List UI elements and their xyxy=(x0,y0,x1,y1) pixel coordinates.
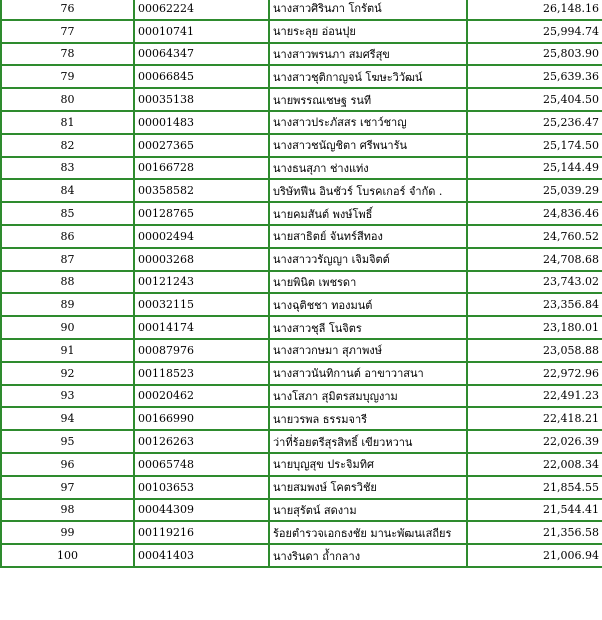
rank-cell: 85 xyxy=(1,202,134,225)
rank-cell: 79 xyxy=(1,65,134,88)
member-code-cell: 00087976 xyxy=(134,339,269,362)
amount-cell: 21,544.41 xyxy=(467,499,602,522)
rank-cell: 87 xyxy=(1,248,134,271)
member-name-cell: นางสาววรัญญา เจิมจิตต์ xyxy=(269,248,467,271)
member-code-cell: 00014174 xyxy=(134,316,269,339)
amount-cell: 21,854.55 xyxy=(467,476,602,499)
amount-cell: 26,148.16 xyxy=(467,0,602,20)
amount-cell: 23,058.88 xyxy=(467,339,602,362)
amount-cell: 23,743.02 xyxy=(467,271,602,294)
member-code-cell: 00010741 xyxy=(134,20,269,43)
table-row xyxy=(1,521,602,544)
table-row xyxy=(1,271,602,294)
rank-cell: 98 xyxy=(1,499,134,522)
member-code-cell: 00166990 xyxy=(134,407,269,430)
member-name-cell: นายพรรณเชษฐ รนที xyxy=(269,88,467,111)
member-code-cell: 00358582 xyxy=(134,179,269,202)
member-code-cell: 00126263 xyxy=(134,430,269,453)
rank-cell: 91 xyxy=(1,339,134,362)
amount-cell: 24,708.68 xyxy=(467,248,602,271)
member-name-cell: นางสาวประภัสสร เชาว์ชาญ xyxy=(269,111,467,134)
member-name-cell: นายคมสันต์ พงษ์โพธิ์ xyxy=(269,202,467,225)
table-row xyxy=(1,20,602,43)
table-row xyxy=(1,430,602,453)
table-row xyxy=(1,0,602,20)
rank-cell: 84 xyxy=(1,179,134,202)
member-name-cell: นายบุญสุข ประจิมทิศ xyxy=(269,453,467,476)
member-code-cell: 00062224 xyxy=(134,0,269,20)
member-code-cell: 00121243 xyxy=(134,271,269,294)
table-row xyxy=(1,248,602,271)
table-row xyxy=(1,202,602,225)
table-row xyxy=(1,476,602,499)
member-code-cell: 00020462 xyxy=(134,385,269,408)
amount-cell: 25,639.36 xyxy=(467,65,602,88)
member-code-cell: 00041403 xyxy=(134,544,269,567)
rank-cell: 95 xyxy=(1,430,134,453)
member-name-cell: นางฉุติชชา ทองมนต์ xyxy=(269,293,467,316)
table-row xyxy=(1,499,602,522)
rank-cell: 78 xyxy=(1,43,134,66)
rank-cell: 96 xyxy=(1,453,134,476)
rank-cell: 100 xyxy=(1,544,134,567)
member-code-cell: 00032115 xyxy=(134,293,269,316)
amount-cell: 25,174.50 xyxy=(467,134,602,157)
table-row xyxy=(1,339,602,362)
table-row xyxy=(1,65,602,88)
rank-cell: 77 xyxy=(1,20,134,43)
member-name-cell: นางสาวนันทิกานต์ อาขาวาสนา xyxy=(269,362,467,385)
member-name-cell: นางธนสุภา ช่างแท่ง xyxy=(269,157,467,180)
amount-cell: 21,006.94 xyxy=(467,544,602,567)
member-name-cell: นายระลุย อ่อนปุย xyxy=(269,20,467,43)
rank-cell: 89 xyxy=(1,293,134,316)
amount-cell: 25,803.90 xyxy=(467,43,602,66)
table-row xyxy=(1,88,602,111)
amount-cell: 22,972.96 xyxy=(467,362,602,385)
member-code-cell: 00027365 xyxy=(134,134,269,157)
rank-cell: 76 xyxy=(1,0,134,20)
table-row xyxy=(1,544,602,567)
member-code-cell: 00066845 xyxy=(134,65,269,88)
member-name-cell: นางสาวชุลี โนจิตร xyxy=(269,316,467,339)
rank-cell: 88 xyxy=(1,271,134,294)
member-name-cell: นายสาธิตย์ จันทร์สีทอง xyxy=(269,225,467,248)
amount-cell: 23,356.84 xyxy=(467,293,602,316)
table-row xyxy=(1,362,602,385)
table-row xyxy=(1,225,602,248)
amount-cell: 22,008.34 xyxy=(467,453,602,476)
rank-cell: 94 xyxy=(1,407,134,430)
amount-cell: 22,026.39 xyxy=(467,430,602,453)
member-name-cell: นางสาวกษมา สุภาพงษ์ xyxy=(269,339,467,362)
member-name-cell: นายพินิต เพชรดา xyxy=(269,271,467,294)
rank-cell: 92 xyxy=(1,362,134,385)
member-code-cell: 00166728 xyxy=(134,157,269,180)
member-name-cell: นางสาวพรนภา สมศรีสุข xyxy=(269,43,467,66)
table-row xyxy=(1,453,602,476)
amount-cell: 21,356.58 xyxy=(467,521,602,544)
table-row xyxy=(1,157,602,180)
member-name-cell: นางสาวศิรินภา โกรัตน์ xyxy=(269,0,467,20)
rank-cell: 80 xyxy=(1,88,134,111)
rank-cell: 90 xyxy=(1,316,134,339)
member-name-cell: นางรินดา ถ้ำกลาง xyxy=(269,544,467,567)
member-name-cell: ว่าที่ร้อยตรีสุรสิทธิ์ เขียวหวาน xyxy=(269,430,467,453)
member-code-cell: 00128765 xyxy=(134,202,269,225)
rank-cell: 99 xyxy=(1,521,134,544)
member-name-cell: ร้อยตำรวจเอกธงชัย มานะพัฒนเสถียร xyxy=(269,521,467,544)
table-row xyxy=(1,111,602,134)
amount-cell: 25,144.49 xyxy=(467,157,602,180)
table-row xyxy=(1,385,602,408)
amount-cell: 24,760.52 xyxy=(467,225,602,248)
member-code-cell: 00065748 xyxy=(134,453,269,476)
amount-cell: 25,404.50 xyxy=(467,88,602,111)
member-code-cell: 00064347 xyxy=(134,43,269,66)
amount-cell: 25,039.29 xyxy=(467,179,602,202)
member-name-cell: บริษัทฟีน อินชัวร์ โบรคเกอร์ จำกัด . xyxy=(269,179,467,202)
amount-cell: 25,994.74 xyxy=(467,20,602,43)
member-code-cell: 00001483 xyxy=(134,111,269,134)
amount-cell: 25,236.47 xyxy=(467,111,602,134)
member-code-cell: 00002494 xyxy=(134,225,269,248)
rank-cell: 82 xyxy=(1,134,134,157)
member-name-cell: นางโสภา สุมิตรสมบุญงาม xyxy=(269,385,467,408)
rank-cell: 97 xyxy=(1,476,134,499)
member-name-cell: นายสมพงษ์ โคตรวิชัย xyxy=(269,476,467,499)
member-name-cell: นายวรพล ธรรมจารี xyxy=(269,407,467,430)
rank-cell: 81 xyxy=(1,111,134,134)
amount-cell: 22,491.23 xyxy=(467,385,602,408)
rank-cell: 93 xyxy=(1,385,134,408)
rank-cell: 86 xyxy=(1,225,134,248)
member-code-cell: 00118523 xyxy=(134,362,269,385)
member-name-cell: นางสาวชนัญชิตา ศรีพนารัน xyxy=(269,134,467,157)
table-row xyxy=(1,43,602,66)
table-row xyxy=(1,179,602,202)
table-row xyxy=(1,134,602,157)
amount-cell: 22,418.21 xyxy=(467,407,602,430)
rank-cell: 83 xyxy=(1,157,134,180)
member-code-cell: 00035138 xyxy=(134,88,269,111)
table-row xyxy=(1,316,602,339)
member-code-cell: 00044309 xyxy=(134,499,269,522)
member-name-cell: นายสุรัตน์ สดงาม xyxy=(269,499,467,522)
table-row xyxy=(1,293,602,316)
member-code-cell: 00003268 xyxy=(134,248,269,271)
table-body xyxy=(1,0,602,567)
amount-cell: 24,836.46 xyxy=(467,202,602,225)
member-code-cell: 00119216 xyxy=(134,521,269,544)
member-code-cell: 00103653 xyxy=(134,476,269,499)
amount-cell: 23,180.01 xyxy=(467,316,602,339)
table-row xyxy=(1,407,602,430)
member-name-cell: นางสาวชุติกาญจน์ โฆษะวิวัฒน์ xyxy=(269,65,467,88)
